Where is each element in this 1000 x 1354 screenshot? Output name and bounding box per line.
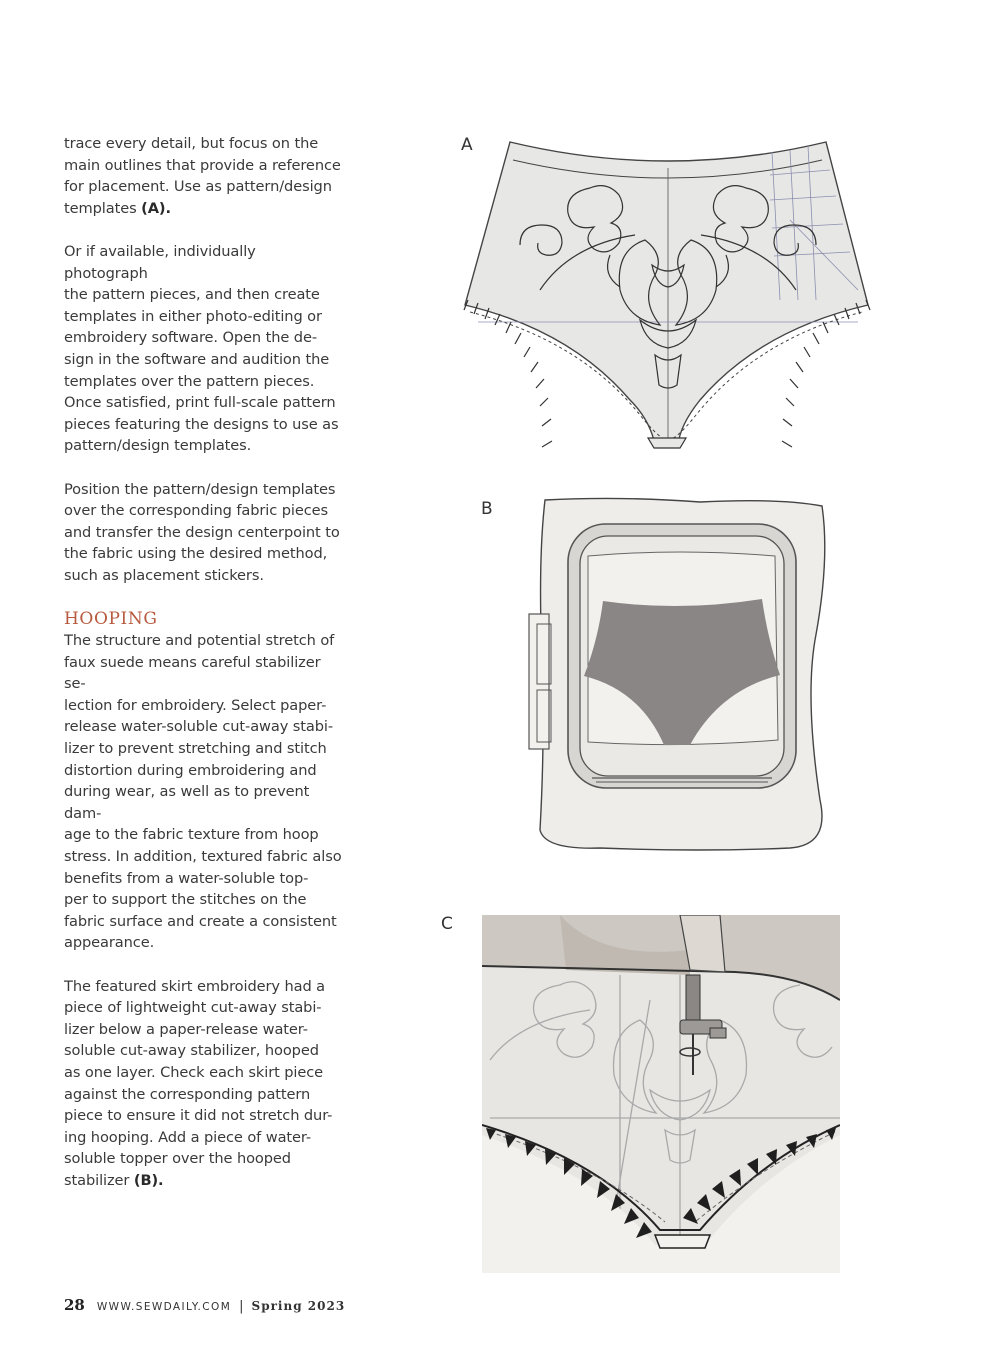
paragraph-2: Or if available, individually photograph the pattern pieces, and then create templates in either photo-editing or embroidery software. Open the de- sign in the software and audition the templates over the pattern pieces. Once satisfied, print full-scale pattern pieces featuring the designs to use as pattern/design templates. xyxy=(64,242,339,455)
figure-c-label: C xyxy=(441,914,453,934)
paragraph-5-text: The featured skirt embroidery had a piece of lightweight cut-away stabi- lizer below a paper-release water- soluble cut-away stabilizer, hooped as one layer. Check each skirt piece against the corresponding pattern piece to ensure it did not stretch dur- ing hooping. Add a piece of water- soluble topper over the hooped stabilizer xyxy=(64,977,333,1189)
figure-b-label: B xyxy=(481,499,493,519)
figure-b-reference: (B). xyxy=(133,1171,164,1189)
figure-b-hoop-illustration xyxy=(525,496,830,854)
paragraph-3: Position the pattern/design templates over the corresponding fabric pieces and transfer the design centerpoint to the fabric using the desired method, such as placement stickers. xyxy=(64,480,340,584)
figure-a-pattern-illustration xyxy=(455,138,875,453)
page-footer xyxy=(64,1296,345,1314)
footer-separator: | xyxy=(239,1299,244,1314)
figure-a-label: A xyxy=(461,135,473,155)
figure-a-reference: (A). xyxy=(141,199,171,217)
footer-website: WWW.SEWDAILY.COM xyxy=(96,1301,232,1313)
footer-issue: Spring 2023 xyxy=(251,1299,346,1313)
figure-c-machine-illustration xyxy=(482,915,840,1273)
section-heading-hooping: HOOPING xyxy=(64,609,158,630)
paragraph-5 xyxy=(64,976,344,1192)
article-column xyxy=(64,133,344,1213)
paragraph-1-text: trace every detail, but focus on the main outlines that provide a reference for placement. Use as pattern/design templates xyxy=(64,135,341,217)
paragraph-4: The structure and potential stretch of faux suede means careful stabilizer se- lection for embroidery. Select paper- release water-soluble cut-away stabi- lizer to prevent stretching and stitch distortion during embroidering and during wear, as well as to prevent dam- age to the fabric texture from hoop stress. In addition, textured fabric also benefits from a water-soluble top- per to support the stitches on the fabric surface and create a consistent appearance. xyxy=(64,632,342,952)
paragraph-1 xyxy=(64,133,344,219)
page-number: 28 xyxy=(64,1296,85,1314)
